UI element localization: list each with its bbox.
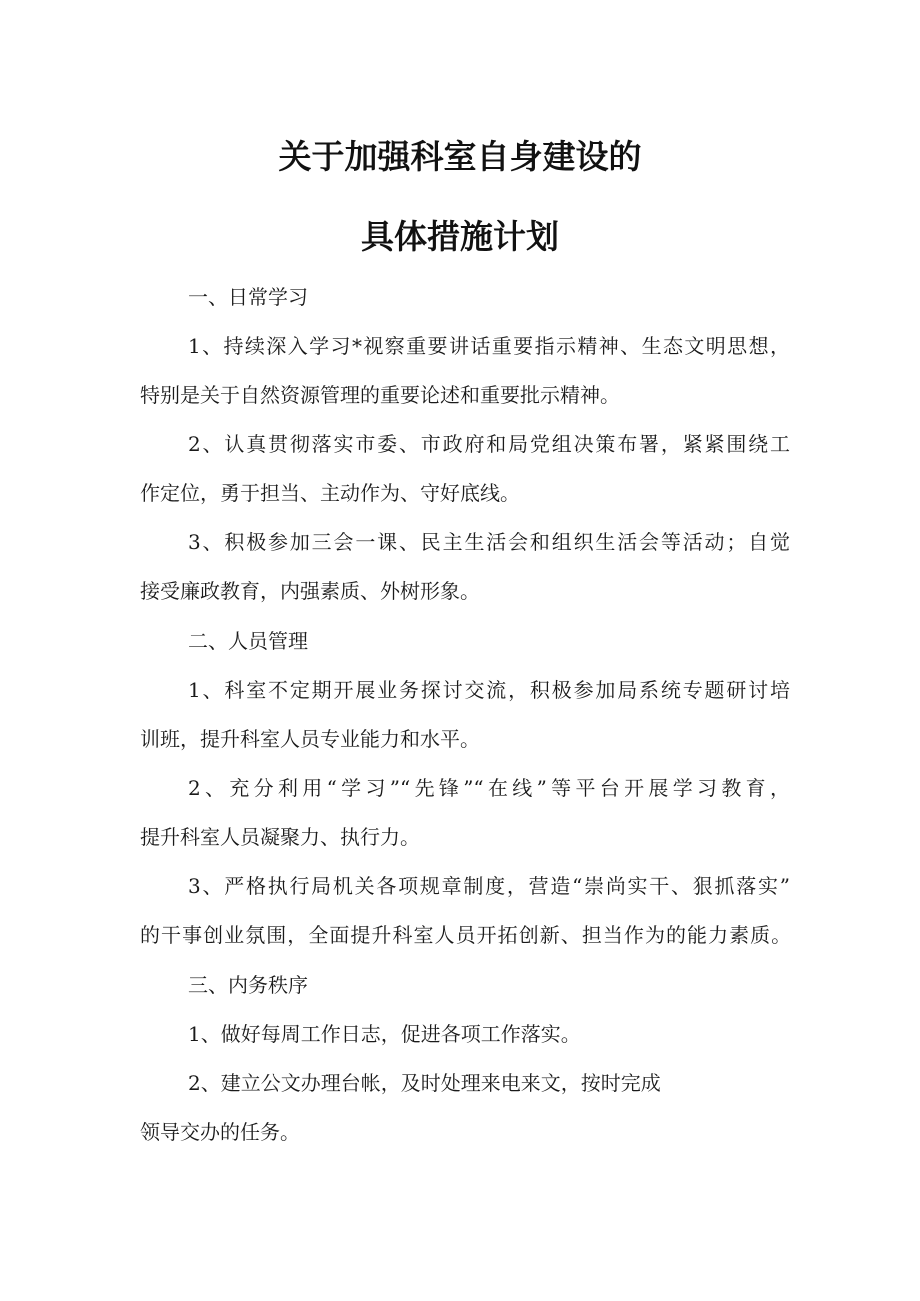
paragraph-line: 接受廉政教育，内强素质、外树形象。: [140, 579, 480, 603]
paragraph-3-1: [140, 1010, 790, 1059]
paragraph-2-1: [140, 666, 790, 764]
paragraph-line: 特别是关于自然资源管理的重要论述和重要批示精神。: [140, 383, 620, 407]
paragraph-2-3: [140, 862, 790, 960]
paragraph-line: 2、建立公文办理台帐，及时处理来电来文，按时完成: [188, 1071, 661, 1095]
paragraph-line: 提升科室人员凝聚力、执行力。: [140, 825, 420, 849]
paragraph-1-3: [140, 518, 790, 616]
section-heading-daily-study: 一、日常学习: [188, 285, 308, 309]
paragraph-line: 1、持续深入学习*视察重要讲话重要指示精神、生态文明思想，: [188, 334, 790, 358]
paragraph-line: 领导交办的任务。: [140, 1120, 300, 1144]
paragraph-3-2: [140, 1059, 790, 1157]
paragraph-line: 1、做好每周工作日志，促进各项工作落实。: [188, 1022, 581, 1046]
paragraph-2-2: [140, 764, 790, 862]
section-heading-internal-order: 三、内务秩序: [188, 973, 308, 997]
paragraph-line: 训班，提升科室人员专业能力和水平。: [140, 727, 480, 751]
paragraph-line: 的干事创业氛围，全面提升科室人员开拓创新、担当作为的能力素质。: [140, 923, 790, 947]
section-heading-personnel-management: 二、人员管理: [188, 629, 308, 653]
paragraph-1-1: [140, 322, 790, 420]
document-title-line-2: 具体措施计划: [361, 217, 559, 256]
paragraph-line: 作定位，勇于担当、主动作为、守好底线。: [140, 481, 520, 505]
paragraph-line: 2、认真贯彻落实市委、市政府和局党组决策布署，紧紧围绕工: [188, 432, 790, 456]
paragraph-line: 3、严格执行局机关各项规章制度，营造“崇尚实干、狠抓落实”: [188, 874, 790, 898]
document-title-line-1: 关于加强科室自身建设的: [278, 137, 642, 176]
paragraph-line: 2、充分利用“学习”“先锋”“在线”等平台开展学习教育，: [188, 776, 790, 800]
paragraph-line: 3、积极参加三会一课、民主生活会和组织生活会等活动；自觉: [188, 530, 790, 554]
paragraph-line: 1、科室不定期开展业务探讨交流，积极参加局系统专题研讨培: [188, 678, 790, 702]
paragraph-1-2: [140, 420, 790, 518]
